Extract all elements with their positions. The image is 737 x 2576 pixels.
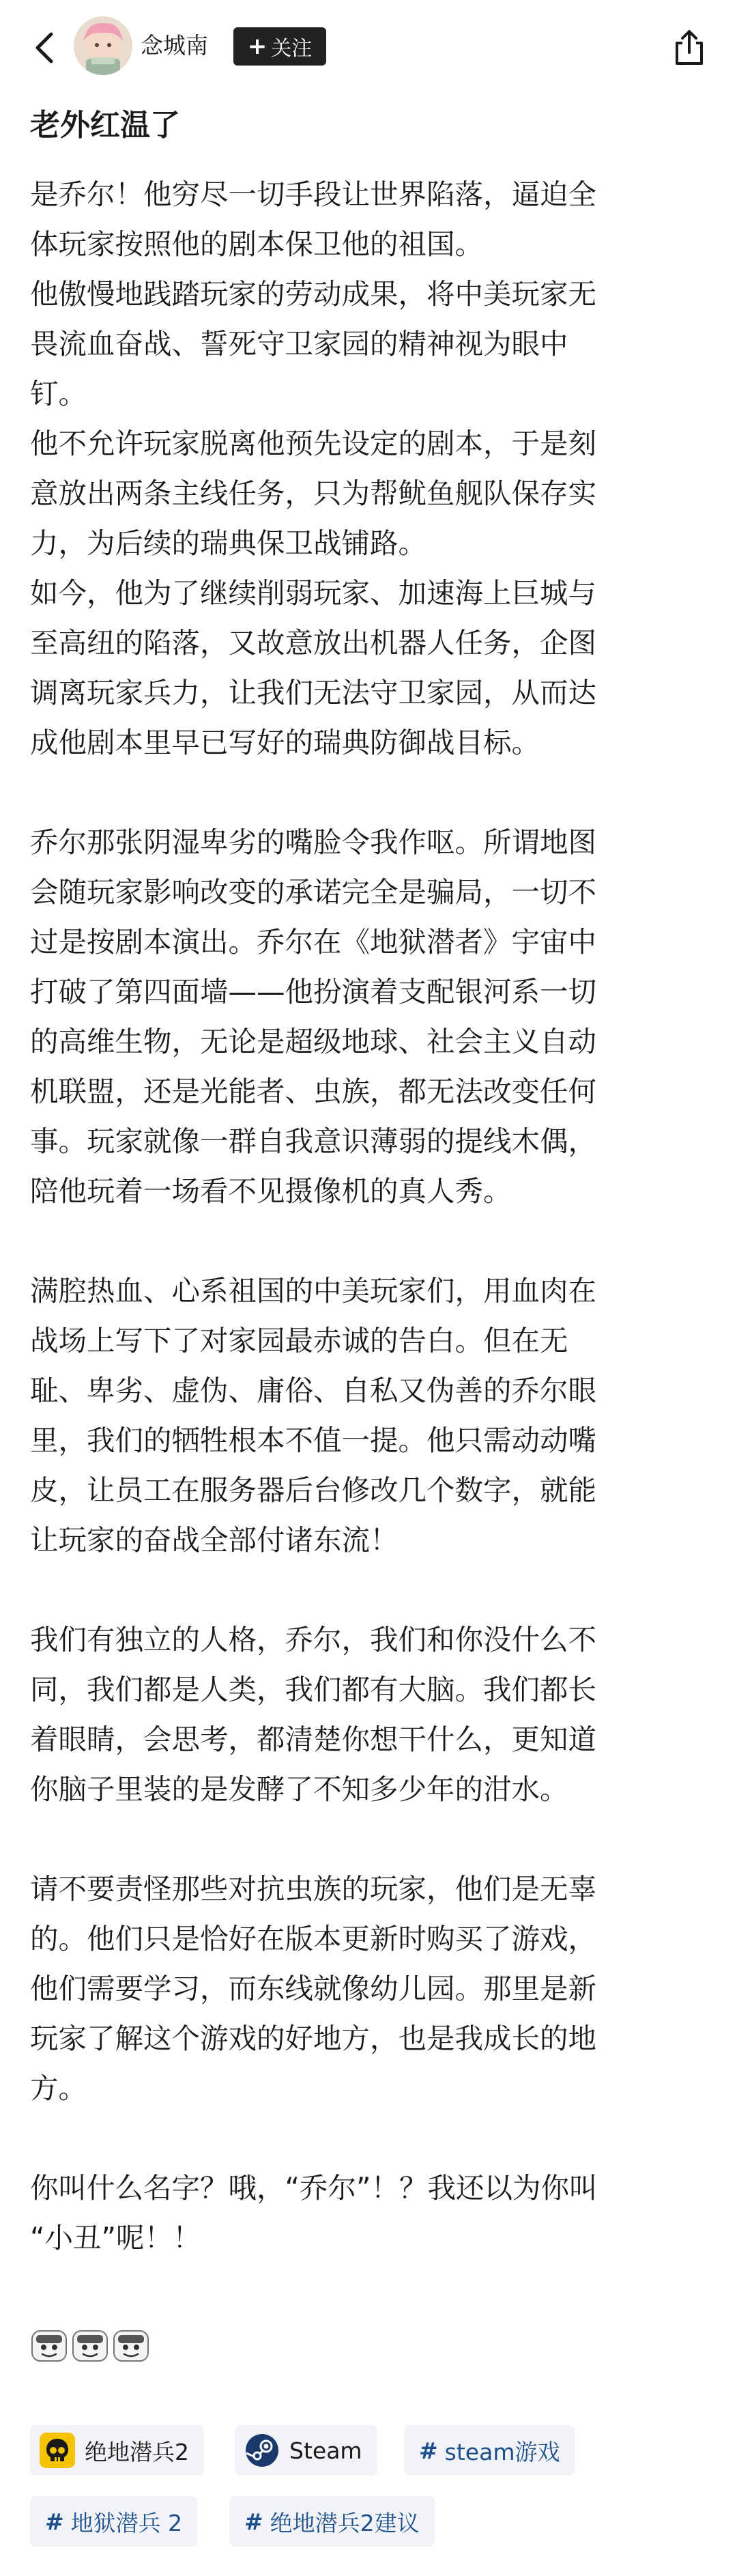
paragraph-gap (30, 767, 710, 817)
tag-label: steam游戏 (444, 2438, 560, 2465)
author-avatar[interactable] (74, 16, 132, 75)
body-line: 方。 (30, 2071, 87, 2105)
tag-topic-steam-games[interactable] (404, 2425, 575, 2476)
body-line: 意放出两条主线任务，只为帮鱿鱼舰队保存实 (30, 477, 597, 510)
tag-game-helldivers2[interactable] (30, 2425, 204, 2476)
tag-topic-helldivers2-suggestions[interactable] (229, 2496, 435, 2547)
paragraph-gap (30, 1565, 710, 1615)
share-button[interactable] (667, 25, 711, 71)
body-line: 调离玩家兵力，让我们无法守卫家园，从而达 (30, 676, 597, 709)
sticker-emoji-icon (112, 2327, 150, 2365)
body-line: 会随玩家影响改变的承诺完全是骗局，一切不 (30, 875, 597, 909)
tag-label: 绝地潜兵2 (85, 2438, 189, 2465)
top-bar (0, 0, 737, 96)
follow-label: 关注 (271, 37, 313, 61)
body-line: 耻、卑劣、虚伪、庸俗、自私又伪善的乔尔眼 (30, 1374, 597, 1407)
plus-icon: + (247, 33, 268, 60)
hashtag-icon: # (244, 2508, 263, 2535)
paragraph-gap (30, 2113, 710, 2163)
body-line: 着眼睛，会思考，都清楚你想干什么，更知道 (30, 1723, 597, 1756)
body-line: 是乔尔！他穷尽一切手段让世界陷落，逼迫全 (30, 178, 597, 211)
body-line: 过是按剧本演出。乔尔在《地狱潜者》宇宙中 (30, 925, 597, 959)
body-line: 钉。 (30, 377, 87, 410)
body-line: 满腔热血、心系祖国的中美玩家们，用血肉在 (30, 1274, 597, 1307)
tag-topic-helldivers-2[interactable] (30, 2496, 197, 2547)
helldivers-skull-icon (40, 2433, 75, 2468)
share-icon (673, 29, 706, 66)
post-body (30, 169, 710, 2263)
body-line: 成他剧本里早已写好的瑞典防御战目标。 (30, 726, 540, 759)
sticker-emoji-icon (71, 2327, 109, 2365)
chevron-left-icon (33, 31, 54, 64)
tag-label: Steam (289, 2437, 362, 2464)
body-line: 他不允许玩家脱离他预先设定的剧本，于是刻 (30, 427, 597, 460)
body-line: 我们有独立的人格，乔尔，我们和你没什么不 (30, 1623, 597, 1656)
author-name[interactable]: 念城南 (141, 32, 208, 59)
follow-button[interactable] (233, 27, 326, 66)
tag-label: 地狱潜兵 2 (70, 2509, 183, 2536)
body-line: 机联盟，还是光能者、虫族，都无法改变任何 (30, 1075, 597, 1108)
body-line: 让玩家的奋战全部付诸东流！ (30, 1523, 399, 1557)
body-line: “小丑”呢！！ (30, 2221, 201, 2254)
post-title: 老外红温了 (30, 108, 180, 143)
body-line: 打破了第四面墙——他扮演着支配银河系一切 (30, 975, 597, 1008)
paragraph-gap (30, 1216, 710, 1266)
body-line: 战场上写下了对家园最赤诚的告白。但在无 (30, 1324, 568, 1357)
body-line: 皮，让员工在服务器后台修改几个数字，就能 (30, 1473, 597, 1507)
body-line: 他傲慢地践踏玩家的劳动成果，将中美玩家无 (30, 277, 597, 311)
body-line: 如今，他为了继续削弱玩家、加速海上巨城与 (30, 576, 597, 610)
body-line: 畏流血奋战、誓死守卫家园的精神视为眼中 (30, 327, 568, 360)
tag-game-steam[interactable] (235, 2425, 377, 2476)
body-line: 里，我们的牺牲根本不值一提。他只需动动嘴 (30, 1424, 597, 1457)
sticker-emoji-icon (30, 2327, 68, 2365)
body-line: 你叫什么名字？哦，“乔尔”！？我还以为你叫 (30, 2171, 598, 2205)
emoji-row (30, 2327, 150, 2368)
body-line: 他们需要学习，而东线就像幼儿园。那里是新 (30, 1972, 597, 2005)
body-line: 的。他们只是恰好在版本更新时购买了游戏， (30, 1922, 597, 1955)
body-line: 事。玩家就像一群自我意识薄弱的提线木偶， (30, 1124, 597, 1158)
body-line: 力，为后续的瑞典保卫战铺路。 (30, 526, 427, 560)
body-line: 陪他玩着一场看不见摄像机的真人秀。 (30, 1174, 512, 1208)
body-line: 同，我们都是人类，我们都有大脑。我们都长 (30, 1673, 597, 1706)
body-line: 玩家了解这个游戏的好地方，也是我成长的地 (30, 2022, 597, 2055)
paragraph-gap (30, 1814, 710, 1864)
tag-label: 绝地潜兵2建议 (270, 2509, 420, 2536)
body-line: 至高纽的陷落，又故意放出机器人任务，企图 (30, 626, 597, 660)
steam-icon (244, 2433, 280, 2468)
body-line: 乔尔那张阴湿卑劣的嘴脸令我作呕。所谓地图 (30, 825, 597, 859)
back-button[interactable] (23, 26, 64, 70)
body-line: 体玩家按照他的剧本保卫他的祖国。 (30, 227, 484, 261)
body-line: 你脑子里装的是发酵了不知多少年的泔水。 (30, 1772, 568, 1806)
body-line: 请不要责怪那些对抗虫族的玩家，他们是无辜 (30, 1872, 597, 1906)
hashtag-icon: # (419, 2437, 438, 2464)
hashtag-icon: # (45, 2508, 64, 2535)
body-line: 的高维生物，无论是超级地球、社会主义自动 (30, 1025, 597, 1058)
